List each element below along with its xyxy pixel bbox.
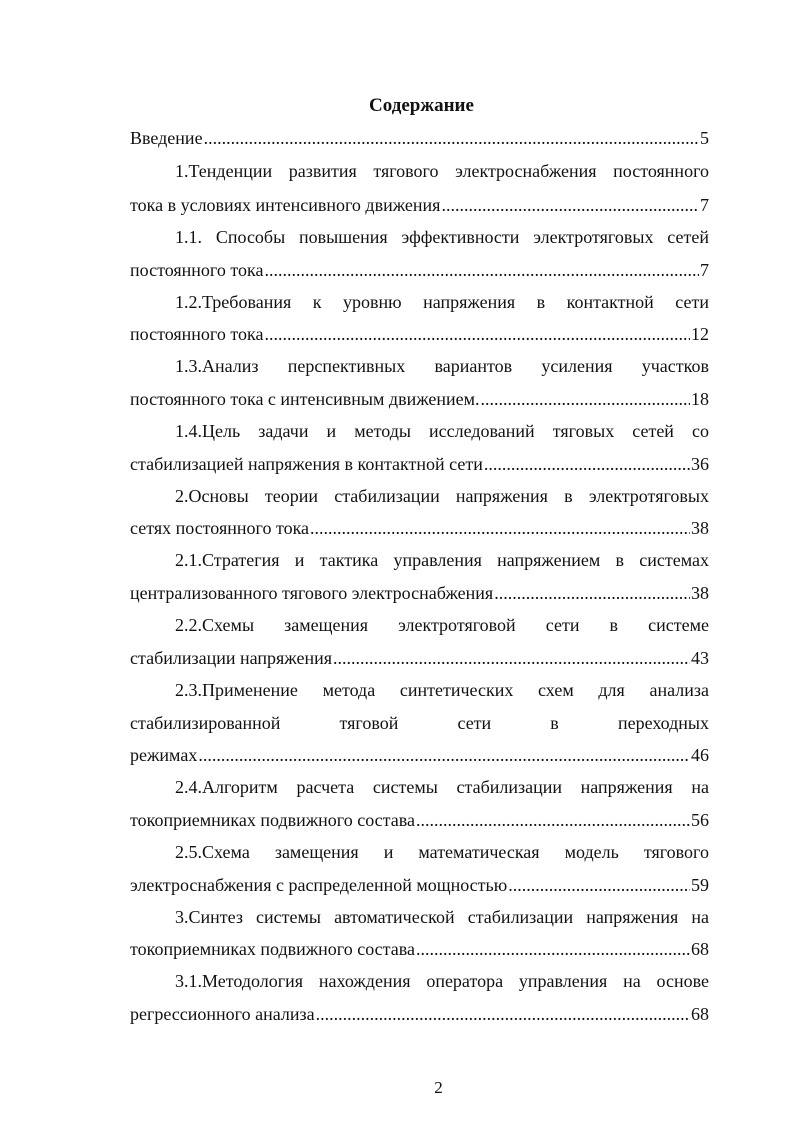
toc-page-ref: 68 <box>691 1004 709 1024</box>
toc-page-ref: 7 <box>700 195 709 215</box>
toc-entry-line <box>130 322 709 346</box>
toc-entry-text: стабилизацией напряжения в контактной сети <box>130 454 483 474</box>
toc-entry-line <box>130 1002 709 1026</box>
dot-leader <box>310 516 690 540</box>
dot-leader <box>508 873 690 897</box>
page-title: Содержание <box>369 95 474 116</box>
toc-entry-text: централизованного тягового электроснабжения <box>130 583 494 603</box>
dot-leader <box>316 1002 690 1026</box>
toc-page-ref: 43 <box>691 648 709 668</box>
toc-entry-line: стабилизированной тяговой сети в переходных <box>130 713 709 733</box>
toc-entry-line: 1.2.Требования к уровню напряжения в контактной сети <box>175 292 709 312</box>
dot-leader <box>264 258 699 282</box>
toc-entry-line: 2.Основы теории стабилизации напряжения в электротяговых <box>175 486 709 506</box>
toc-entry-line: 2.3.Применение метода синтетических схем для анализа <box>175 680 709 700</box>
toc-entry-line: 2.4.Алгоритм расчета системы стабилизации напряжения на <box>175 777 709 797</box>
toc-entry-text: регрессионного анализа <box>130 1004 315 1024</box>
toc-entry-line <box>130 581 709 605</box>
dot-leader <box>264 322 690 346</box>
toc-entry-text: постоянного тока <box>130 260 264 280</box>
toc-entry-line: 1.1. Способы повышения эффективности электротяговых сетей <box>175 227 709 247</box>
toc-entry-line: 1.Тенденции развития тягового электроснабжения постоянного <box>175 161 709 181</box>
toc-entry-text: постоянного тока с интенсивным движением. <box>130 389 480 409</box>
toc-entry-line <box>130 808 709 832</box>
dot-leader <box>333 646 690 670</box>
dot-leader <box>494 581 690 605</box>
dot-leader <box>416 808 690 832</box>
toc-entry-text: сетях постоянного тока <box>130 518 310 538</box>
toc-entry-line: 3.Синтез системы автоматической стабилизации напряжения на <box>175 907 709 927</box>
toc-page-ref: 36 <box>691 454 709 474</box>
toc-page-ref: 68 <box>691 939 709 959</box>
dot-leader <box>441 193 699 217</box>
toc-entry-line <box>130 937 709 961</box>
toc-entry-line <box>130 873 709 897</box>
toc-entry-text: режимах <box>130 745 198 765</box>
toc-entry-line <box>130 452 709 476</box>
toc-entry-line: 2.2.Схемы замещения электротяговой сети в системе <box>175 615 709 635</box>
toc-page-ref: 56 <box>691 810 709 830</box>
toc-entry-line: 3.1.Методология нахождения оператора управления на основе <box>175 971 709 991</box>
page-number: 2 <box>434 1078 443 1097</box>
toc-entry-line <box>130 743 709 767</box>
toc-entry-line: 2.5.Схема замещения и математическая модель тягового <box>175 842 709 862</box>
toc-entry-line: 2.1.Стратегия и тактика управления напряжением в системах <box>175 550 709 570</box>
dot-leader <box>416 937 690 961</box>
toc-entry-text: токоприемниках подвижного состава <box>130 810 415 830</box>
toc-entry-line <box>130 258 709 282</box>
toc-page-ref: 7 <box>700 260 709 280</box>
toc-entry-line <box>130 516 709 540</box>
toc-entry-text: электроснабжения с распределенной мощностью <box>130 875 508 895</box>
toc-page-ref: 59 <box>691 875 709 895</box>
toc-entry-text: стабилизации напряжения <box>130 648 332 668</box>
toc-page-ref: 38 <box>691 518 709 538</box>
toc-entry-text: тока в условиях интенсивного движения <box>130 195 441 215</box>
toc-page-ref: 18 <box>691 389 709 409</box>
dot-leader <box>198 743 690 767</box>
dot-leader <box>481 387 690 411</box>
toc-entry-line: 1.4.Цель задачи и методы исследований тяговых сетей со <box>175 421 709 441</box>
toc-entry-text: Введение <box>130 128 203 148</box>
toc-page-ref: 38 <box>691 583 709 603</box>
toc-entry-line <box>130 126 709 150</box>
toc-page-ref: 5 <box>700 128 709 148</box>
toc-entry-line <box>130 193 709 217</box>
toc-page-ref: 46 <box>691 745 709 765</box>
dot-leader <box>204 126 699 150</box>
toc-entry-line <box>130 646 709 670</box>
toc-entry-text: постоянного тока <box>130 324 264 344</box>
toc-entry-text: токоприемниках подвижного состава <box>130 939 415 959</box>
toc-entry-line: 1.3.Анализ перспективных вариантов усиления участков <box>175 356 709 376</box>
toc-entry-line <box>130 387 709 411</box>
toc-page-ref: 12 <box>691 324 709 344</box>
dot-leader <box>484 452 690 476</box>
